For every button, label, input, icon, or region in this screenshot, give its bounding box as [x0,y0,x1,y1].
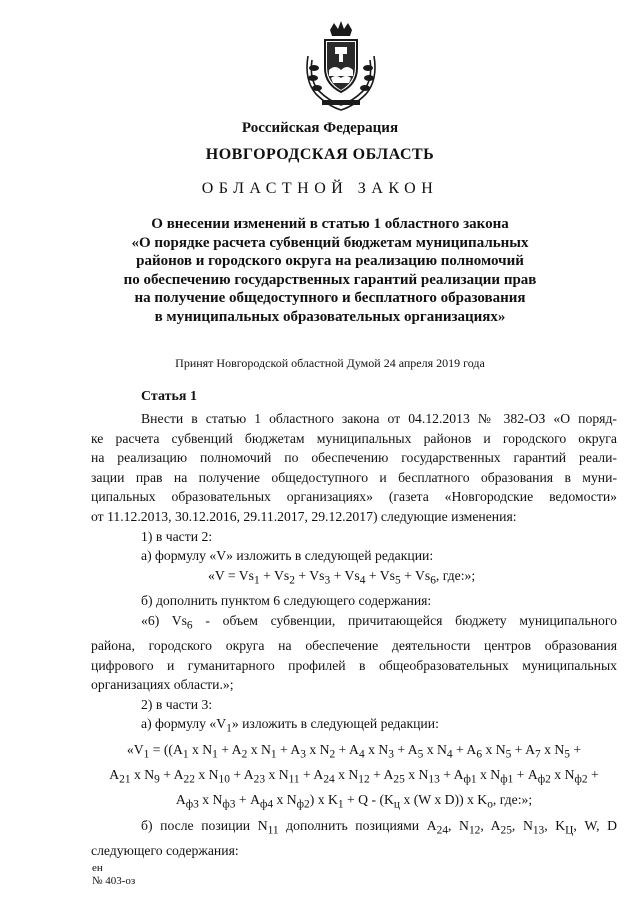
formula-v1-line-2: $A_{21}$ x $N_9 + A_{22}$ x $N_{10} + A_{23}$ x $N_{11} + A_{24}$ x $N_{12} + A_{25}$ x $N_{13} + A_{ф1}$ x $N_{ф1} + A_{ф2}$ x $N_{ф2}$ + [109,767,599,786]
part-3-item-b: б) после позиции $N_{11}$ дополнить позициями $A_{24}$, $N_{12}$, $A_{25}$, $N_{13}$, $K_Ц$, W, D [141,817,618,837]
point-6-text: «6) $Vs_6$ - объем субвенции, причитающейся бюджету муниципального [141,612,617,632]
body-line: ке расчета субвенций бюджетам муниципальных районов и городского округа [91,430,617,446]
article-body [91,409,617,861]
law-type: ОБЛАСТНОЙ ЗАКОН [201,180,439,197]
law-title-line: районов и городского округа на реализацию полномочий [136,253,524,270]
document-footer [92,862,135,888]
part-2-heading: 1) в части 2: [141,528,213,544]
law-title-line: в муниципальных образовательных организациях» [154,308,506,325]
body-line: на реализацию полномочий по обеспечению государственных гарантий реали- [91,450,617,466]
body-line: организациях области.»; [91,677,234,693]
adoption-line: Принят Новгородской областной Думой 24 апреля 2019 года [175,356,485,370]
novgorod-coat-of-arms-emblem [300,20,382,114]
body-line: Внести в статью 1 областного закона от 04.12.2013 № 382-ОЗ «О поряд- [141,411,617,426]
part-2-item-a: а) формулу «V» изложить в следующей редакции: [141,548,434,564]
law-title-line: О внесении изменений в статью 1 областного закона [151,216,509,232]
part-3-heading: 2) в части 3: [141,696,213,712]
article-heading: Статья 1 [141,389,197,404]
part-3-item-a: а) формулу «$V_1$» изложить в следующей редакции: [141,716,439,736]
law-title [60,215,600,327]
region-name: НОВГОРОДСКАЯ ОБЛАСТЬ [205,146,435,163]
formula-v1-line-1: «$V_1 = ((A_1$ x $N_1 + A_2$ x $N_1 + A_3$ x $N_2 + A_4$ x $N_3 + A_5$ x $N_4 + A_6$ x $N_5 + A_7$ x $N_5$ + [126,741,582,761]
body-line: следующего содержания: [91,843,239,859]
law-title-line: по обеспечению государственных гарантий реализации прав [123,271,537,288]
body-line: цифрового и гуманитарного профилей в общеобразовательных муниципальных [91,657,617,673]
footer-law-number: № 403-оз [92,875,136,887]
body-line: ципальных образовательных организациях» (газета «Новгородские ведомости» [91,489,617,505]
country-name: Российская Федерация [241,120,399,136]
law-title-line: на получение общедоступного и бесплатного образования [134,290,526,307]
footer-initials: ен [92,862,103,874]
formula-v: «$V = Vs_1 + Vs_2 + Vs_3 + Vs_4 + Vs_5 + Vs_6$, где:»; [208,567,476,587]
body-line: района, городского округа на обеспечение деятельности центров образования [91,638,617,653]
formula-v1-line-3: $A_{ф3}$ x $N_{ф3} + A_{ф4}$ x $N_{ф2}$) x $K_1 + Q - (K_ц$ x (W x D)) x $K_о$, где:»; [175,792,533,812]
body-line: зации прав на получение общедоступного и бесплатного образования в муни- [91,469,617,485]
body-line: от 11.12.2013, 30.12.2016, 29.11.2017, 29.12.2017) следующие изменения: [91,508,517,524]
part-2-item-b: б) дополнить пунктом 6 следующего содержания: [141,593,432,609]
law-title-line: «О порядке расчета субвенций бюджетам муниципальных [131,234,529,251]
